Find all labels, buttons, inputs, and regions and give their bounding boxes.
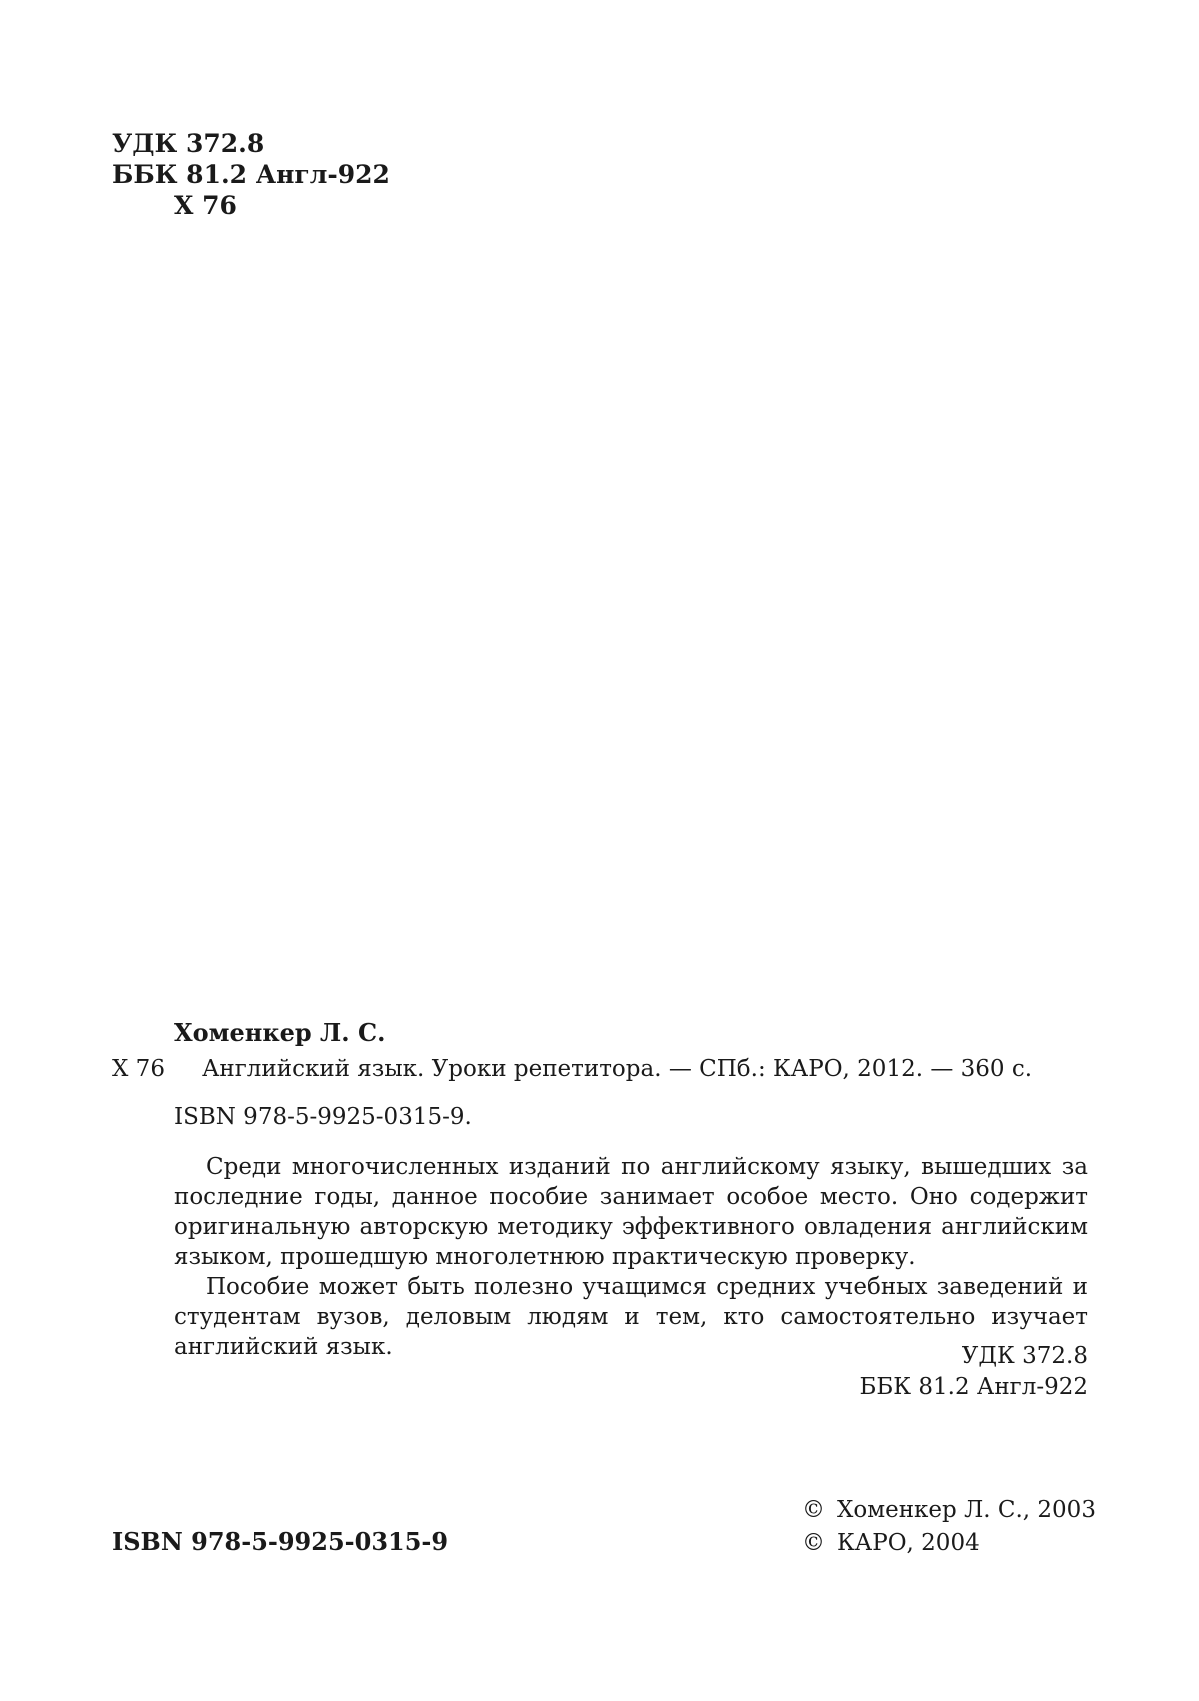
copyright-line	[802, 1527, 1096, 1560]
copyright-line	[802, 1494, 1096, 1527]
copyright-text: КАРО, 2004	[837, 1530, 980, 1556]
book-title-line: Английский язык. Уроки репетитора. — СПб.: КАРО, 2012. — 360 с.	[202, 1056, 1033, 1082]
classification-codes-bottom	[859, 1341, 1088, 1403]
title-row	[112, 1054, 1088, 1084]
author-name: Хоменкер Л. С.	[174, 1018, 386, 1047]
isbn-line: ISBN 978-5-9925-0315-9.	[174, 1104, 472, 1130]
bibliographic-record	[112, 1018, 1088, 1362]
copyright-text: Хоменкер Л. С., 2003	[837, 1497, 1096, 1523]
author-mark: Х 76	[174, 191, 237, 220]
udk-code: УДК 372.8	[112, 129, 265, 158]
classification-codes-top	[112, 128, 390, 221]
bbk-code: ББК 81.2 Англ-922	[859, 1374, 1088, 1400]
bbk-code: ББК 81.2 Англ-922	[112, 160, 390, 189]
udk-code: УДК 372.8	[961, 1343, 1088, 1369]
copyright-block	[802, 1494, 1096, 1560]
copyright-icon: ©	[802, 1497, 825, 1523]
author-mark-inline: Х 76	[112, 1056, 165, 1082]
annotation	[174, 1152, 1088, 1362]
annotation-paragraph: Среди многочисленных изданий по английскому языку, вышедших за последние годы, данное пособие занимает особое место. Оно содержит оригинальную авторскую методику эффективного овладения английским языком, прошедшую многолетнюю практическую проверку.	[174, 1154, 1088, 1270]
isbn-footer: ISBN 978-5-9925-0315-9	[112, 1527, 449, 1556]
copyright-icon: ©	[802, 1530, 825, 1556]
annotation-paragraph: Пособие может быть полезно учащимся средних учебных заведений и студентам вузов, деловым людям и тем, кто самостоятельно изучает английский язык.	[174, 1274, 1088, 1360]
